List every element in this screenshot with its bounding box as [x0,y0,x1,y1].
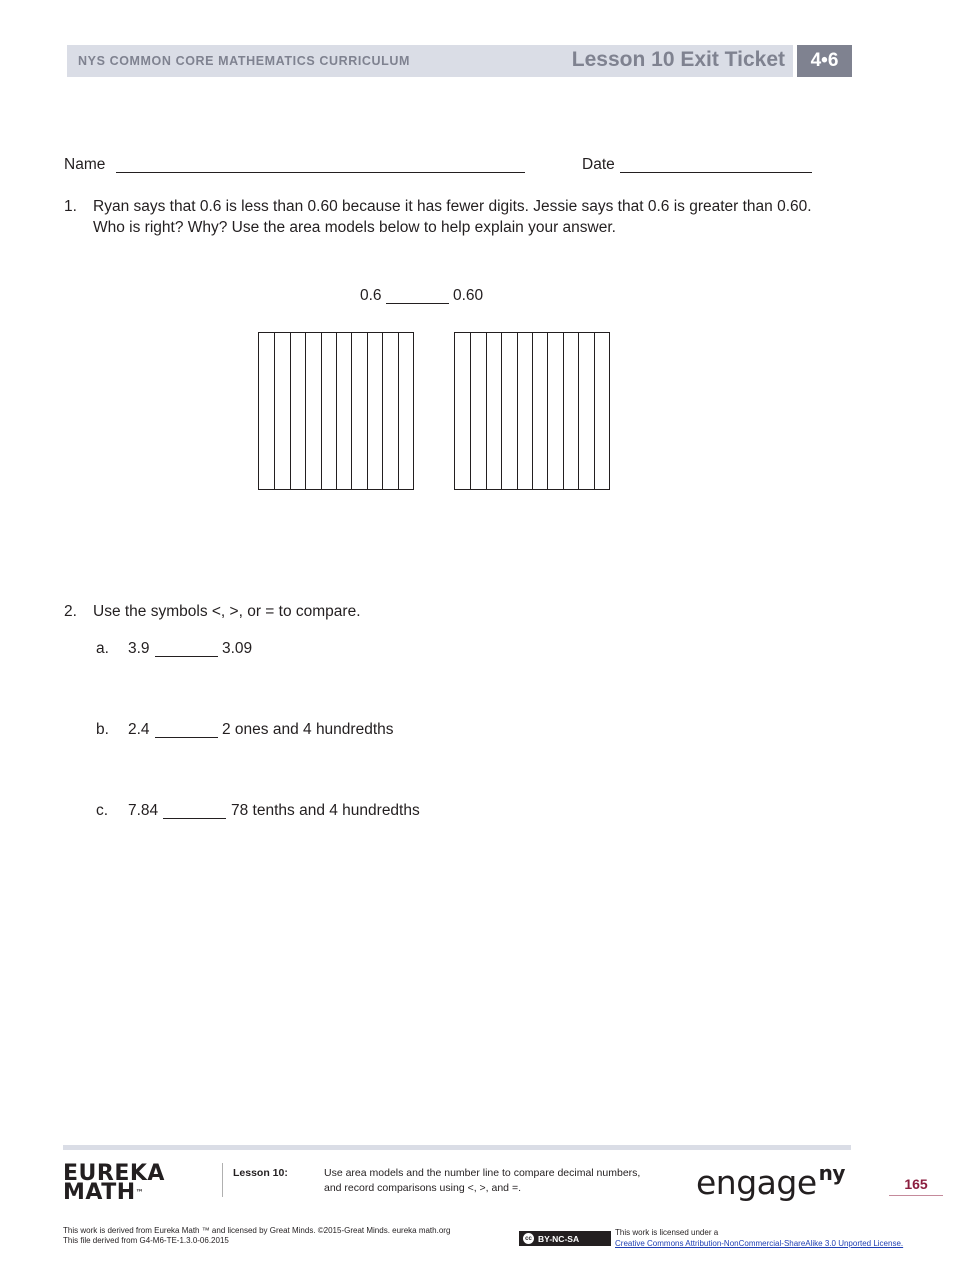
part-b-label: b. [96,721,109,738]
part-a-blank[interactable] [155,640,218,657]
curriculum-label: NYS COMMON CORE MATHEMATICS CURRICULUM [78,54,411,68]
part-b-left: 2.4 [128,721,150,738]
area-model-column-line [382,333,383,489]
derived-notice-line1: This work is derived from Eureka Math ™ and licensed by Great Minds. ©2015-Great Minds. eureka math.org [63,1226,451,1235]
area-model-column-line [290,333,291,489]
area-model-left [258,332,414,490]
license-notice: This work is licensed under a [615,1228,719,1237]
part-c-right: 78 tenths and 4 hundredths [231,802,420,819]
area-model-column-line [351,333,352,489]
date-label: Date [582,156,615,173]
area-model-column-line [321,333,322,489]
eureka-logo-line1: EUREKA [63,1161,165,1186]
area-model-column-line [486,333,487,489]
eureka-math-logo [63,1161,165,1205]
name-field[interactable] [116,156,525,173]
problem1-text-line1: Ryan says that 0.6 is less than 0.60 because it has fewer digits. Jessie says that 0.6 is greater than 0.60. [93,198,812,215]
problem1-text-line2: Who is right? Why? Use the area models below to help explain your answer. [93,219,616,236]
area-model-column-line [594,333,595,489]
area-model-column-line [305,333,306,489]
cc-badge-text: BY-NC-SA [538,1233,580,1244]
area-model-column-line [274,333,275,489]
area-model-column-line [547,333,548,489]
engage-word: engage [696,1163,817,1202]
cc-license-badge [519,1231,611,1246]
problem1-number: 1. [64,198,77,215]
comparison-left-value: 0.6 [360,287,382,304]
area-model-column-line [398,333,399,489]
part-a-left: 3.9 [128,640,150,657]
comparison-right-value: 0.60 [453,287,484,304]
part-b-right: 2 ones and 4 hundredths [222,721,394,738]
area-model-column-line [336,333,337,489]
name-label: Name [64,156,106,173]
problem2-instruction: Use the symbols <, >, or = to compare. [93,603,361,620]
area-model-column-line [563,333,564,489]
part-a-label: a. [96,640,109,657]
part-c-label: c. [96,802,109,819]
area-model-column-line [578,333,579,489]
problem2-number: 2. [64,603,77,620]
footer-description-line1: Use area models and the number line to compare decimal numbers, [324,1167,641,1179]
footer-lesson-label: Lesson 10: [233,1167,288,1179]
creative-commons-icon: cc [523,1233,534,1244]
area-model-right [454,332,610,490]
engage-superscript: ny [818,1161,845,1185]
license-link[interactable]: Creative Commons Attribution-NonCommercial-ShareAlike 3.0 Unported License. [615,1239,904,1248]
part-c-left: 7.84 [128,802,159,819]
module-badge: 4•6 [797,45,852,77]
part-a-right: 3.09 [222,640,253,657]
comparison-blank[interactable] [386,287,449,304]
area-model-column-line [367,333,368,489]
derived-notice-line2: This file derived from G4-M6-TE-1.3.0-06.2015 [63,1236,229,1245]
footer-rule [63,1145,851,1150]
footer-lesson-description [324,1166,694,1196]
eureka-trademark: ™ [135,1188,145,1197]
date-field[interactable] [620,156,812,173]
part-b-blank[interactable] [155,721,218,738]
footer-description-line2: and record comparisons using <, >, and =. [324,1182,521,1194]
page-number: 165 [889,1176,943,1196]
area-model-column-line [501,333,502,489]
engageny-logo [696,1163,845,1202]
lesson-title: Lesson 10 Exit Ticket [571,48,785,71]
area-model-column-line [532,333,533,489]
part-c-blank[interactable] [163,802,226,819]
eureka-logo-line2: MATH [63,1180,136,1205]
area-model-column-line [517,333,518,489]
footer-divider [222,1163,223,1197]
area-model-column-line [470,333,471,489]
